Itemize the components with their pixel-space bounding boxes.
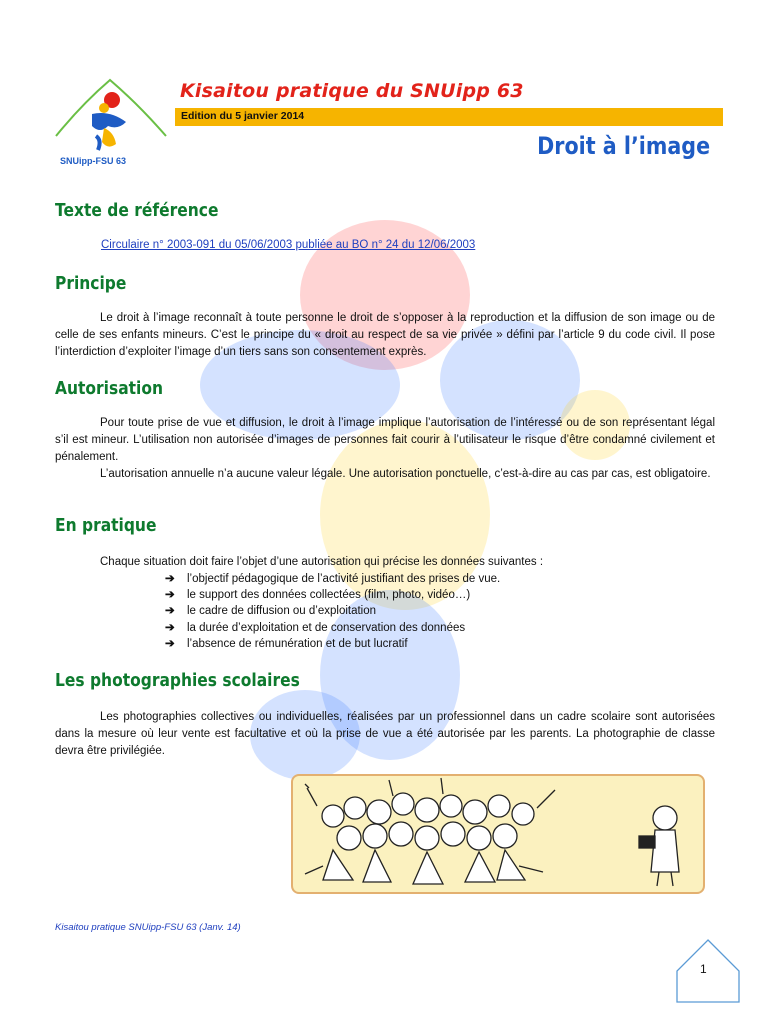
document-title: Droit à l’image xyxy=(537,132,710,160)
photos-paragraph: Les photographies collectives ou individuelles, réalisées par un professionnel dans un cadre scolaire sont autorisées dans la mesure où leur vente est facultative et où la prise de vue a été autorisée par les parents. La photographie de classe devra être privilégiée. xyxy=(55,711,715,757)
circulaire-link[interactable]: Circulaire n° 2003-091 du 05/06/2003 publiée au BO n° 24 du 12/06/2003 xyxy=(101,239,476,251)
autorisation-paragraph-2: L’autorisation annuelle n’a aucune valeur légale. Une autorisation ponctuelle, c’est-à-dire au cas par cas, est obligatoire. xyxy=(100,468,711,480)
cartoon-drawing xyxy=(293,776,703,892)
autorisation-paragraph-1: Pour toute prise de vue et diffusion, le droit à l’image implique l’autorisation de l’intéressé ou de son représentant légal s’il est mineur. L’utilisation non autorisée d’images de personnes fait courir à l’utilisateur le risque d’être condamné civilement et pénalement. xyxy=(55,417,715,463)
heading-autorisation: Autorisation xyxy=(55,378,163,399)
list-item: ➔ le support des données collectées (film, photo, vidéo…) xyxy=(165,587,500,603)
arrow-icon: ➔ xyxy=(165,589,175,602)
arrow-icon: ➔ xyxy=(165,637,175,650)
pratique-intro: Chaque situation doit faire l’objet d’une autorisation qui précise les données suivantes : xyxy=(100,556,544,568)
arrow-icon: ➔ xyxy=(165,573,175,585)
list-item: ➔ l’absence de rémunération et de but lucratif xyxy=(165,636,500,652)
principe-paragraph: Le droit à l’image reconnaît à toute personne le droit de s’opposer à la reproduction et la diffusion de son image ou de celle de ses enfants mineurs. C’est le principe du « droit au respect de sa vie privée » défini par l’article 9 du code civil. Il pose l’interdiction d’exploiter l’image d’un tiers sans son consentement exprès. xyxy=(55,312,715,358)
list-item: ➔ le cadre de diffusion ou d’exploitation xyxy=(165,603,500,619)
brand-title: Kisaitou pratique du SNUipp 63 xyxy=(180,80,524,102)
heading-en-pratique: En pratique xyxy=(55,515,157,536)
class-photo-illustration xyxy=(291,774,705,894)
heading-texte-reference: Texte de référence xyxy=(55,200,219,221)
pratique-list xyxy=(165,571,500,652)
snuipp-logo xyxy=(52,74,170,174)
heading-photographies-scolaires: Les photographies scolaires xyxy=(55,670,300,691)
heading-principe: Principe xyxy=(55,273,127,294)
list-item: ➔ la durée d’exploitation et de conservation des données xyxy=(165,620,500,636)
logo-text: SNUipp-FSU 63 xyxy=(60,156,127,166)
page-corner-decoration xyxy=(675,938,741,1004)
page-number: 1 xyxy=(700,962,707,976)
list-item: ➔ l’objectif pédagogique de l’activité justifiant des prises de vue. xyxy=(165,571,500,587)
arrow-icon: ➔ xyxy=(165,621,175,634)
edition-date: Edition du 5 janvier 2014 xyxy=(181,110,305,122)
arrow-icon: ➔ xyxy=(165,605,175,618)
footer-text: Kisaitou pratique SNUipp-FSU 63 (Janv. 14) xyxy=(55,922,241,933)
